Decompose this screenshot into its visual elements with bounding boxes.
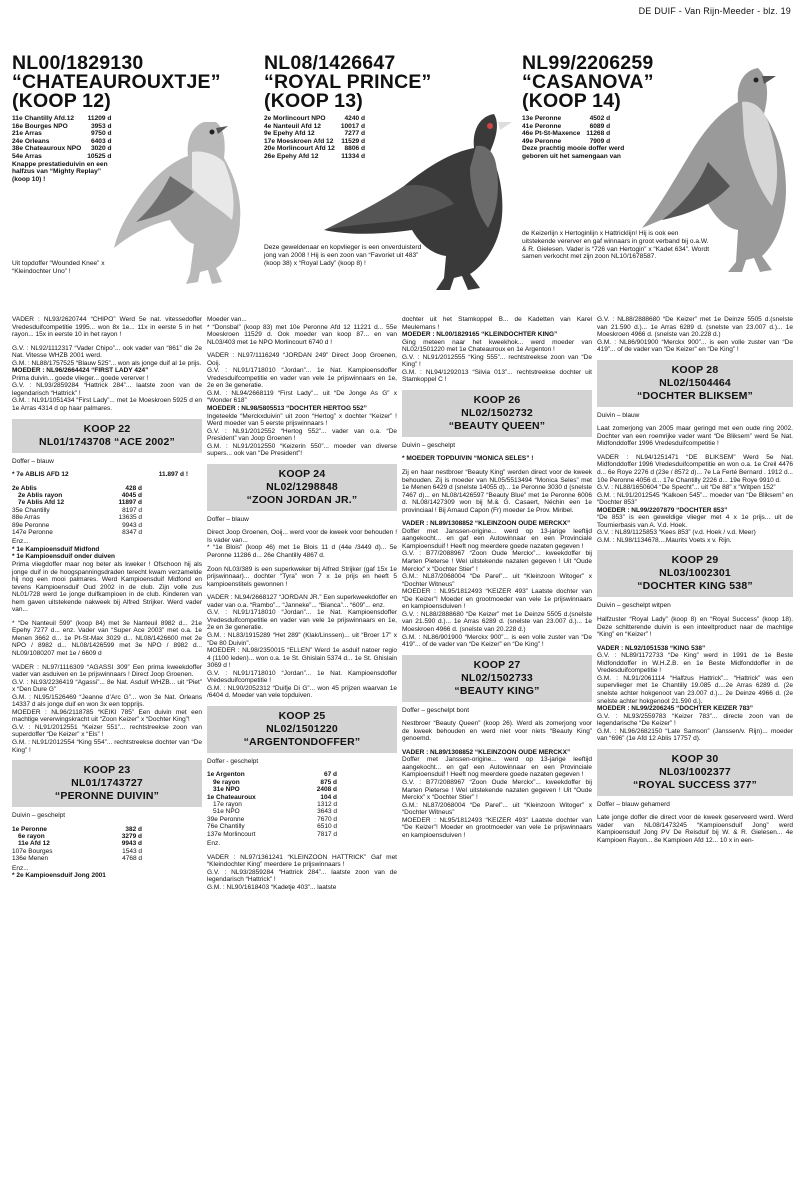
koop-27-subtitle: Doffer – geschelpt bont [402, 706, 470, 714]
paragraph: G.M.: NL87/2068004 “De Parel”... uit “Kleinzoon Witoger” x “Dochter Witneus” [402, 801, 592, 817]
paragraph: G.M. : NL88/1757525 “Blauw 525”... won als jonge duif al 1e prijs. [12, 359, 202, 367]
feature-name: “CHATEAUROUXTJE” [12, 71, 221, 93]
paragraph: VADER : NL94/1251471 “DE BLIKSEM” Werd 5e Nat. Midfonddoffer 1996 Vredesduifcompetitie en won o.a. 1e Creil 4476 d... 6e Roye 2276 d (23e / 8572 d)... 7e La Ferté Bernard . 1912 d... 10e Peronne 4056 d... 17e Chantilly 2226 d... 19e Roye 9910 d. [597, 453, 793, 484]
paragraph: Zij en haar nestbroer “Beauty King” werden direct voor de kweek behouden. Zij is moeder van NL05/5513494 “Monica Seles” met 1e Menen 6429 d (snelste 14055 d)... 1e Peronne 3030 d (snelste 7467 d)... en NL08/1426597 “Beauty Blue” met 1e Peronne 6006 d. NL08/1427309 won bij M.& G. Casaert, Néchin een 1e provinciaal ! Bij Arnaud Capon (Fr) moeder 1e Prov. Miribel. [402, 469, 592, 514]
pigeon-photo [304, 94, 519, 299]
feature-caption: de Keizerlijn x Hertoginlijn x Hattricklijn! Hij is ook een uitstekende vererver en gaf winnaars in groot verband bij o.a.W. & R. Gielesen. Vader is “726 van Hertogin” x “Kadet 634”. Wordt samen verkocht met zijn zoon NL10/1678587. [522, 230, 710, 261]
paragraph: G.V. : B77/2088967 “Zoon Oude Merckx”... kweekdoffer bij Marten Pieterse ! Wel uitstekende nazaten gegeven ! Uit “Oude Merckx” x “Dochter Stier” ! [402, 778, 592, 802]
paragraph: G.V. : NL88/1650604 “De Specht”... uit “De 88” x “Witpen 152” [597, 484, 776, 492]
paragraph: VADER : NL97/1116249 “JORDAN 249” Direct Joop Groenen, Ooij. [207, 352, 397, 367]
koop-27-heading: KOOP 27 NL02/1502733 “BEAUTY KING” [402, 655, 592, 702]
koop-25-subtitle: Doffer - geschelpt [207, 757, 259, 765]
paragraph: VADER : NL97/1361241 “KLEINZOON HATTRICK” Gaf met “Kleindochter King” meerdere 1e prijswinnaars ! [207, 853, 397, 869]
koop-29-subtitle: Duivin – geschelpt witpen [597, 602, 671, 610]
feature-note: Knappe prestatieduivin en een halfzus van “Mighty Replay” (koop 10) ! [12, 160, 108, 183]
paragraph: VADER : NL92/1051538 “KING 538” [597, 644, 706, 652]
koop-25-heading: KOOP 25 NL02/1501220 “ARGENTONDOFFER” [207, 706, 397, 753]
feature-koop: (KOOP 13) [264, 90, 363, 112]
paragraph: Doffer met Janssen-origine... werd op 13-jarige leeftijd aangekocht... en gaf een Autowinnaar en een Provinciale Kampioensduif ! Heeft nog meerdere goede nazaten gegeven ! [402, 756, 592, 779]
paragraph: VADER : NL97/1116309 “AGASSI 309” Een prima kweekdoffer vader van asduiven en 1e prijswinnaars ! Direct Joop Groenen. [12, 663, 202, 679]
paragraph: Laat zomerjong van 2005 maar geringd met een oude ring 2002. Dochter van een roemrijke vader want “De Bliksem” werd 5e Nat. Midfonddoffer 1996 Vredesduifcompetitie ! [597, 425, 793, 448]
paragraph: G.V. : B77/2088967 “Zoon Oude Merckx”... kweekdoffer bij Marten Pieterse ! Wel uitstekende nazaten gegeven ! Uit “Oude Merckx” x “Dochter Stier” ! [402, 550, 592, 573]
paragraph: G.M. : NL95/1526469 “Jeanne d’Arc G”... won 3e Nat. Orleans 14337 d als jonge duif en won 3x een topprijs. [12, 693, 202, 709]
koop-23-subtitle: Duivin – geschelpt [12, 812, 66, 820]
koop-22-top: * 7e ABLIS AFD 12 11.897 d ! [12, 471, 188, 479]
feature-name: “CASANOVA” [522, 71, 654, 93]
feature-name: “ROYAL PRINCE” [264, 71, 432, 93]
paragraph: G.V. : NL91/2012551 “Keizer 551”... rechtstreekse zoon van superdoffer “De Keizer” x “Els” ! [12, 723, 202, 739]
koop-23-results: 1e Peronne 382 d 6e rayon 3279 d 11e Afd 12 9943 d 107e Bourges 1543 d 136e Menen 4768 d [12, 825, 142, 863]
feature-results: 13e Peronne 4502 d 41e Peronne 6089 d 46e Pt-St-Maxence 11268 d 49e Peronne 7909 d [522, 115, 611, 145]
paragraph: G.V. : NL91/1718010 “Jordan”... 1e Nat. Kampioensdoffer Vredesduifcompetitie ! [207, 669, 397, 685]
koop-22-subtitle: Doffer – blauw [12, 457, 54, 465]
paragraph: G.V. : NL93/2559783 “Keizer 783”... directe zoon van de legendarische “De Keizer” ! [597, 712, 793, 728]
paragraph: G.V. : NL91/1718010 “Jordan”... 1e Nat. Kampioensdoffer Vredesduifcompetitie en vader van vele 1e prijswinnaars en 1e, 2e en 3e generatie. [207, 609, 397, 632]
paragraph: G.V. : NL89/1125853 “Kees 853” (v.d. Hoek / v.d. Meer) [597, 529, 756, 537]
feature-ring: NL99/2206259 [522, 52, 654, 74]
koop-30-heading: KOOP 30 NL03/1002377 “ROYAL SUCCESS 377” [597, 749, 793, 796]
paragraph: MOEDER : NL95/1812493 “KEIZER 493” Laatste dochter van “De Keizer”! Moeder en grootmoeder van vele 1e prijswinnaars en kampioensduiven ! [402, 588, 592, 611]
feature-koop-13 [264, 54, 519, 304]
paragraph: Direct Joop Groenen, Ooij... werd voor de kweek voor behouden ! Is vader van... [207, 529, 397, 544]
enz: Enz... [12, 864, 29, 872]
koop-22-heading: KOOP 22 NL01/1743708 “ACE 2002” [12, 419, 202, 453]
paragraph: G.V. : NL88/2888680 “De Keizer” met 1e Deinze 5505 d.(snelste van 21.590 d.)... 1e Arras 6289 d. (snelste van 23.007 d.)... 1e Moeskroen 4966 d. (snelste van 20.228 d.) [402, 610, 592, 633]
paragraph: G.M. : NL90/1618403 “Kadetje 403”... laatste [207, 883, 337, 891]
paragraph: G.M. : NL91/2012554 “King 554”... rechtstreekse dochter van “De King” ! [12, 739, 202, 754]
paragraph: G.M. : NL94/1292013 “Silvia 013”... rechtstreekse dochter uit Stamkoppel C ! [402, 368, 592, 384]
feature-koop-14 [522, 54, 794, 304]
paragraph: VADER : NL93/2620744 “CHIPO” Werd 5e nat. vitessedoffer Vredesduifcompetitie 1995... won 8x 1e... 11x in eerste 5 in het rayon... 15x in eerste 10 in het rayon ! [12, 316, 202, 339]
paragraph: G.V. : NL91/2012555 “King 555”... rechtstreekse zoon van “De King” ! [402, 353, 592, 369]
koop-24-subtitle: Doffer – blauw [207, 515, 249, 523]
column-2 [207, 316, 397, 897]
koop-22-results: 2e Ablis 428 d 2e Ablis rayon 4045 d 7e Ablis Afd 12 11897 d 35e Chantilly 8197 d 88e Arras 13635 d 89e Peronne 9943 d 147e Peronne 8347 d [12, 484, 142, 536]
paragraph: G.V. : NL93/2859284 “Hattrick 284”... laatste zoon van de legendarisch “Hattrick” ! [12, 382, 202, 397]
paragraph: Zoon NL03/389 is een superkweker bij Alfred Strijker (gaf 15x 1e prijswinnaar)... dochter “Tyra” won 7 x 1e prijs en heeft 5 kampioenstitels gewonnen ! [207, 565, 397, 588]
paragraph: MOEDER : NL99/2206245 “DOCHTER KEIZER 783” [597, 705, 754, 713]
feature-koop: (KOOP 14) [522, 90, 621, 112]
koop-26-heading: KOOP 26 NL02/1502732 “BEAUTY QUEEN” [402, 390, 592, 437]
paragraph: Prima duivin... goede vlieger... goede vererver ! [12, 374, 149, 382]
paragraph: G.M. : NL96/2682150 “Late Samson” (Janssen/v. Rijn)... moeder van “696” (1e Afd 12 Ablis 17757 d). [597, 727, 793, 743]
star-line: * 1e Kampioensduif Midfond [12, 545, 100, 553]
paragraph: G.M. : NL91/2061114 “Halfzus Hattrick”... “Hattrick” was een supervlieger met 1e Chantilly 19.085 d....2e Arras 6289 d. (2e snelste achter hokgenoot van 23.007 d.)... 2e Deinze 4966 d. (2e snelste achter hokgenoot 21.590 d.). [597, 674, 793, 705]
koop-24-heading: KOOP 24 NL02/1298848 “ZOON JORDAN JR.” [207, 464, 397, 511]
feature-koop: (KOOP 12) [12, 90, 111, 112]
paragraph: G.M. : NL94/2668119 “First Lady”... uit “De Jonge As G” x “Wonder 618” [207, 389, 397, 405]
paragraph: MOEDER : NL96/2118785 “KEIKI 785” Een duivin met een machtige vererwingskracht uit “Zoon Keizer” x “Dochter King”! [12, 708, 202, 724]
paragraph: * MOEDER TOPDUIVIN “MONICA SELES” ! [402, 455, 534, 463]
paragraph: Doffer met Janssen-origine... werd op 13-jarige leeftijd aangekocht... en gaf een Autowinnaar en een Provinciale Kampioensduif ! Heeft nog meerdere goede nazaten gegeven ! [402, 527, 592, 550]
paragraph: G.V. : NL93/2859284 “Hattrick 284”... laatste zoon van de legendarisch “Hattrick” ! [207, 868, 397, 884]
paragraph: Halfzuster “Royal Lady” (koop 8) en “Royal Success” (koop 18). Deze schitterende duivin is een inteeltproduct naar de machtige “King” en “Keizer” ! [597, 616, 793, 639]
star-line: * 2e Kampioensduif Jong 2001 [12, 872, 106, 880]
feature-koop-12 [12, 54, 262, 304]
koop-23-heading: KOOP 23 NL01/1743727 “PERONNE DUIVIN” [12, 760, 202, 807]
feature-note: Deze prachtig mooie doffer werd geboren uit het samengaan van [522, 145, 625, 160]
paragraph: G.V. : NL89/1172733 “De King” werd in 1991 de 1e Beste Midfonddoffer in W.H.Z.B. en 1e Beste Midfonddoffer in de Vredesduifcompetitie ! [597, 652, 793, 675]
feature-caption: Deze geweldenaar en kopvlieger is een onverduisterd jong van 2008 ! Hij is een zoon van “Favoriet uit 483” (koop 38) x “Royal Lady” (koop 8) ! [264, 244, 422, 267]
column-1 [12, 316, 202, 886]
star-line: * 1e Kampioensduif onder duiven [12, 553, 115, 561]
column-3 [402, 316, 592, 845]
paragraph: G.M. : NL83/1915289 “Het 289” (Klak/Linssen)... uit “Broer 17” x “De 80 Duivin”. [207, 631, 397, 647]
paragraph: MOEDER : NL96/2664424 “FIRST LADY 424” [12, 367, 149, 375]
enz: Enz... [12, 538, 29, 546]
pigeon-photo [632, 58, 792, 298]
feature-ring: NL00/1829130 [12, 52, 144, 74]
koop-29-heading: KOOP 29 NL03/1002301 “DOCHTER KING 538” [597, 550, 793, 597]
paragraph: G.M. : NL86/901900 “Merckx 900”... is een volle zuster van “De 419”... of de vader van “De Keizer” en “De King” ! [597, 338, 793, 354]
feature-results: 11e Chantilly Afd.12 11209 d 16e Bourges NPO 3953 d 21e Arras 9750 d 24e Orleans 6403 d 38e Chateauroux NPO 3020 d 54e Arras 10525 d [12, 115, 112, 160]
page-header: DE DUIF - Van Rijn-Meeder - blz. 19 [638, 6, 791, 16]
paragraph: G.V. : NL91/2012552 “Hertog 552”... vader van o.a. “De President” van Joop Groenen ! [207, 427, 397, 443]
paragraph: “De 853” is een geweldige vlieger met 4 x 1e prijs... uit de Tournierbasis van A. V.d. Hoek. [597, 514, 793, 529]
paragraph: Prima vliegdoffer maar nog beter als kweker ! Ofschoon hij als jonge duif in de hoogspanningsdraden terecht kwam verzamelde hij nog een mooi palmares. Werd Kampioensduif Midfond en tevens Kampioensduif Oud 2002 in de club. Zijn volle zus NL01/728 werd 1e jonge duifkampioen in de club. Kinderen van hem gaven uitstekende nakweek bij Alfred Strijker. Werd vader van... [12, 561, 202, 614]
koop-25-results: 1e Argenton 67 d 9e rayon 875 d 31e NPO 2408 d 1e Chateauroux 104 d 17e rayon 1312 d 51e NPO 3643 d 39e Peronne 7670 d 76e Chantilly 6510 d 137e Morlincourt 7817 d [207, 771, 337, 838]
paragraph: G.M. : NL91/2012550 “Keizerin 550”... moeder van diverse supers... ook van “De President”! [207, 442, 397, 458]
feature-ring: NL08/1426647 [264, 52, 396, 74]
column-4 [597, 316, 793, 851]
koop-28-subtitle: Duivin – blauw [597, 411, 640, 419]
paragraph: G.M. : NL98/1134678....Maurits Voets x v. Rijn. [597, 536, 732, 544]
paragraph: Moeder van... [207, 316, 247, 323]
paragraph: G.V. : NL93/2236419 “Agassi”... 8e Nat. Asduif WHZB... uit “Piet” x “Den Dure G” [12, 678, 202, 694]
paragraph: MOEDER : NL99/2207879 “DOCHTER 853” [597, 506, 728, 514]
paragraph: G.M. : NL86/901900 “Merckx 900”... is een volle zuster van “De 419”... of de vader van “De Keizer” en “De King” ! [402, 633, 592, 649]
paragraph: MOEDER : NL98/5805513 “DOCHTER HERTOG 552” [207, 405, 367, 413]
paragraph: MOEDER : NL00/1829165 “KLEINDOCHTER KING” [402, 331, 558, 339]
feature-caption: Uit topdoffer “Wounded Knee” x “Kleindochter Uno” ! [12, 260, 105, 275]
koop-28-heading: KOOP 28 NL02/1504464 “DOCHTER BLIKSEM” [597, 360, 793, 407]
paragraph: MOEDER : NL98/2350015 “ELLEN” Werd 1e asduif natoer regio 4 (1100 leden)... won o.a. 1e St. Ghislain 5374 d... 1e St. Ghislain 3069 d ! [207, 647, 397, 670]
paragraph: * “Donsbal” (koop 83) met 10e Peronne Afd 12 11221 d... 55e Moeskroen 11529 d. Ook moeder van koop 87... en van NL03/403 met 1e NPO Morlincourt 6740 d ! [207, 323, 397, 346]
paragraph: * “1e Blois” (koop 46) met 1e Blois 11 d (44e /3449 d)... 5e Peronne 11286 d... 26e Chantilly 4867 d. [207, 544, 397, 560]
paragraph: VADER : NL89/1308852 “KLEINZOON OUDE MERCKX” [402, 520, 571, 528]
pigeon-photo [112, 92, 262, 292]
paragraph: G.V. : NL92/1112317 “Vader Chipo”... ook vader van “861” die 2e Nat. Vitesse WHZB 2001 werd. [12, 344, 202, 360]
enz: Enz. [207, 840, 221, 848]
paragraph: Ingeteelde “Merckxduivin” uit zoon “Hertog” x dochter “Keizer” ! Werd moeder van 5 eerste prijswinnaars ! [207, 412, 397, 428]
paragraph: Late jonge doffer die direct voor de kweek geserveerd werd. Werd vader van NL08/1473245 “Kampioensduif Jong” werd Kampioensduif Jong PV De Reisduif bij W. & R. Gielesen... 4e Kampioen Rayon... 8e Kampioen Afd 12... 10 x in een- [597, 814, 793, 844]
paragraph: Ging meteen naar het kweekhok... werd moeder van NL02/1501220 met 1e Chateauroux en 1e Argenton ! [402, 338, 592, 354]
paragraph: dochter uit het Stamkoppel B... de Kadetten van Karel Meulemans ! [402, 316, 592, 331]
paragraph: Nestbroer “Beauty Queen” (koop 26). Werd als zomerjong voor de kweek behouden en werd niet voor niets “Beauty King” genoemd. [402, 720, 592, 743]
paragraph: G.M. : NL91/2012545 “Kalkoen 545”... moeder van “De Bliksem” en “Dochter 853” [597, 491, 793, 507]
koop-30-subtitle: Doffer – blauw gehamerd [597, 800, 670, 808]
paragraph: MOEDER : NL95/1812493 “KEIZER 493” Laatste dochter van “De Keizer”! Moeder en grootmoeder van vele 1e prijswinnaars en kampioensduiven ! [402, 816, 592, 839]
paragraph: G.M. : NL91/1051434 “First Lady”... met 1e Moeskroen 5925 d en 1e Arras 4314 d op haar palmares. [12, 397, 202, 413]
paragraph: VADER : NL94/2668127 “JORDAN JR.” Een superkweekdoffer en vader van o.a. “Rambo”... “Janneke”... “Bianca”... “609”... enz. [207, 594, 397, 609]
feature-results: 2e Morlincourt NPO 4240 d 4e Nanteuil Afd 12 10017 d 9e Epehy Afd 12 7277 d 17e Moeskroen Afd 12 11529 d 20e Morlincourt Afd 12 8806 d 26e Epehy Afd 12 11334 d [264, 115, 366, 160]
paragraph: G.M. : NL90/2052312 “Duifje Di G”... won 45 prijzen waarvan 1e /6404 d. Moeder van vele topduiven. [207, 684, 397, 700]
paragraph: * “De Nanteuil 599” (koop 84) met 3e Nanteuil 8982 d... 21e Epehy 7277 d... enz. Vader van “Super Ace 2003” met o.a. 1e Menen 3662 d... 1e Pt-St-Max 3029 d... NL08/1426600 met 2e NPO / 8982 d... NL08/1426599 met 3e NPO / 8982 d... NL09/1080207 met 1e / 6609 d [12, 619, 202, 658]
paragraph: G.V. : NL88/2888680 “De Keizer” met 1e Deinze 5505 d.(snelste van 21.590 d.)... 1e Arras 6289 d. (snelste van 23.007 d.)... 1e Moeskroen 4966 d. (snelste van 20.228 d.) [597, 316, 793, 339]
koop-26-subtitle: Duivin – geschelpt [402, 441, 456, 449]
paragraph: G.M.: NL87/2068004 “De Parel”... uit “Kleinzoon Witoger” x “Dochter Witneus” [402, 573, 592, 588]
paragraph: VADER : NL89/1308852 “KLEINZOON OUDE MERCKX” [402, 748, 571, 756]
paragraph: G.V. : NL91/1718010 “Jordan”... 1e Nat. Kampioensdoffer Vredesduifcompetitie en vader van vele 1e prijswinnaars en 1e, 2e en 3e generatie. [207, 367, 397, 390]
